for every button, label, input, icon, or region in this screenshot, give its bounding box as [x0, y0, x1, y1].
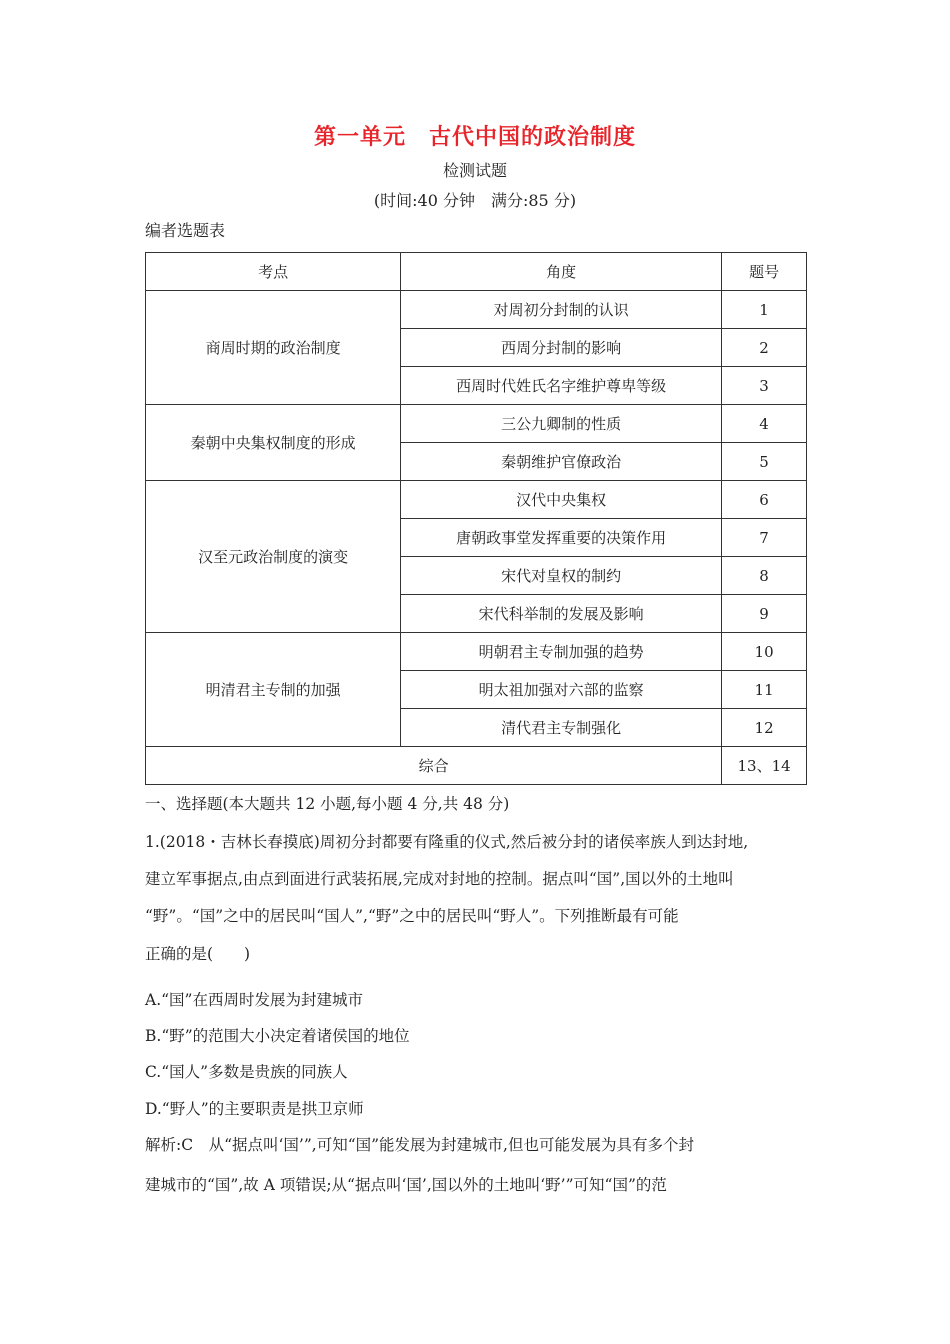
angle-cell: 西周分封制的影响	[401, 329, 722, 367]
angle-cell: 对周初分封制的认识	[401, 291, 722, 329]
number-cell: 3	[722, 367, 807, 405]
topic-cell: 商周时期的政治制度	[146, 291, 401, 405]
column-header-number: 题号	[722, 253, 807, 291]
question-text-line: 建立军事据点,由点到面进行武装拓展,完成对封地的控制。据点叫“国”,国以外的土地叫	[145, 870, 734, 888]
angle-cell: 汉代中央集权	[401, 481, 722, 519]
table-row	[146, 633, 807, 671]
topic-table	[145, 252, 807, 785]
option-c: C.“国人”多数是贵族的同族人	[145, 1063, 348, 1081]
number-cell: 9	[722, 595, 807, 633]
question-text-line: 正确的是( )	[145, 945, 251, 963]
column-header-topic: 考点	[146, 253, 401, 291]
page-subtitle: 检测试题	[442, 161, 507, 180]
angle-cell: 宋代科举制的发展及影响	[401, 595, 722, 633]
question-text-line: 1.(2018・吉林长春摸底)周初分封都要有隆重的仪式,然后被分封的诸侯率族人到达封地,	[145, 833, 749, 851]
table-caption: 编者选题表	[145, 221, 226, 240]
question-text-line: “野”。“国”之中的居民叫“国人”,“野”之中的居民叫“野人”。下列推断最有可能	[145, 907, 679, 925]
number-cell: 1	[722, 291, 807, 329]
number-cell: 5	[722, 443, 807, 481]
number-cell: 12	[722, 709, 807, 747]
analysis-line: 建城市的“国”,故 A 项错误;从“据点叫‘国’,国以外的土地叫‘野’”可知“国”的范	[145, 1176, 667, 1194]
angle-cell: 西周时代姓氏名字维护尊卑等级	[401, 367, 722, 405]
analysis-line: 解析:C 从“据点叫‘国’”,可知“国”能发展为封建城市,但也可能发展为具有多个封	[145, 1136, 694, 1154]
angle-cell: 秦朝维护官僚政治	[401, 443, 722, 481]
topic-cell: 明清君主专制的加强	[146, 633, 401, 747]
table-row	[146, 481, 807, 519]
number-cell: 2	[722, 329, 807, 367]
number-cell: 4	[722, 405, 807, 443]
angle-cell: 唐朝政事堂发挥重要的决策作用	[401, 519, 722, 557]
table-row	[146, 405, 807, 443]
column-header-angle: 角度	[401, 253, 722, 291]
page-title: 第一单元 古代中国的政治制度	[313, 124, 636, 150]
number-cell: 10	[722, 633, 807, 671]
angle-cell: 宋代对皇权的制约	[401, 557, 722, 595]
summary-number-cell: 13、14	[722, 747, 807, 785]
number-cell: 6	[722, 481, 807, 519]
number-cell: 11	[722, 671, 807, 709]
summary-row	[146, 747, 807, 785]
option-a: A.“国”在西周时发展为封建城市	[145, 991, 363, 1009]
summary-label-cell: 综合	[146, 747, 722, 785]
topic-cell: 秦朝中央集权制度的形成	[146, 405, 401, 481]
number-cell: 8	[722, 557, 807, 595]
angle-cell: 明朝君主专制加强的趋势	[401, 633, 722, 671]
topic-cell: 汉至元政治制度的演变	[146, 481, 401, 633]
number-cell: 7	[722, 519, 807, 557]
table-row	[146, 291, 807, 329]
section-heading: 一、选择题(本大题共 12 小题,每小题 4 分,共 48 分)	[145, 795, 510, 813]
angle-cell: 三公九卿制的性质	[401, 405, 722, 443]
option-b: B.“野”的范围大小决定着诸侯国的地位	[145, 1027, 410, 1045]
time-score-info: (时间:40 分钟 满分:85 分)	[373, 191, 577, 210]
angle-cell: 清代君主专制强化	[401, 709, 722, 747]
angle-cell: 明太祖加强对六部的监察	[401, 671, 722, 709]
option-d: D.“野人”的主要职责是拱卫京师	[145, 1100, 364, 1118]
table-header-row	[146, 253, 807, 291]
